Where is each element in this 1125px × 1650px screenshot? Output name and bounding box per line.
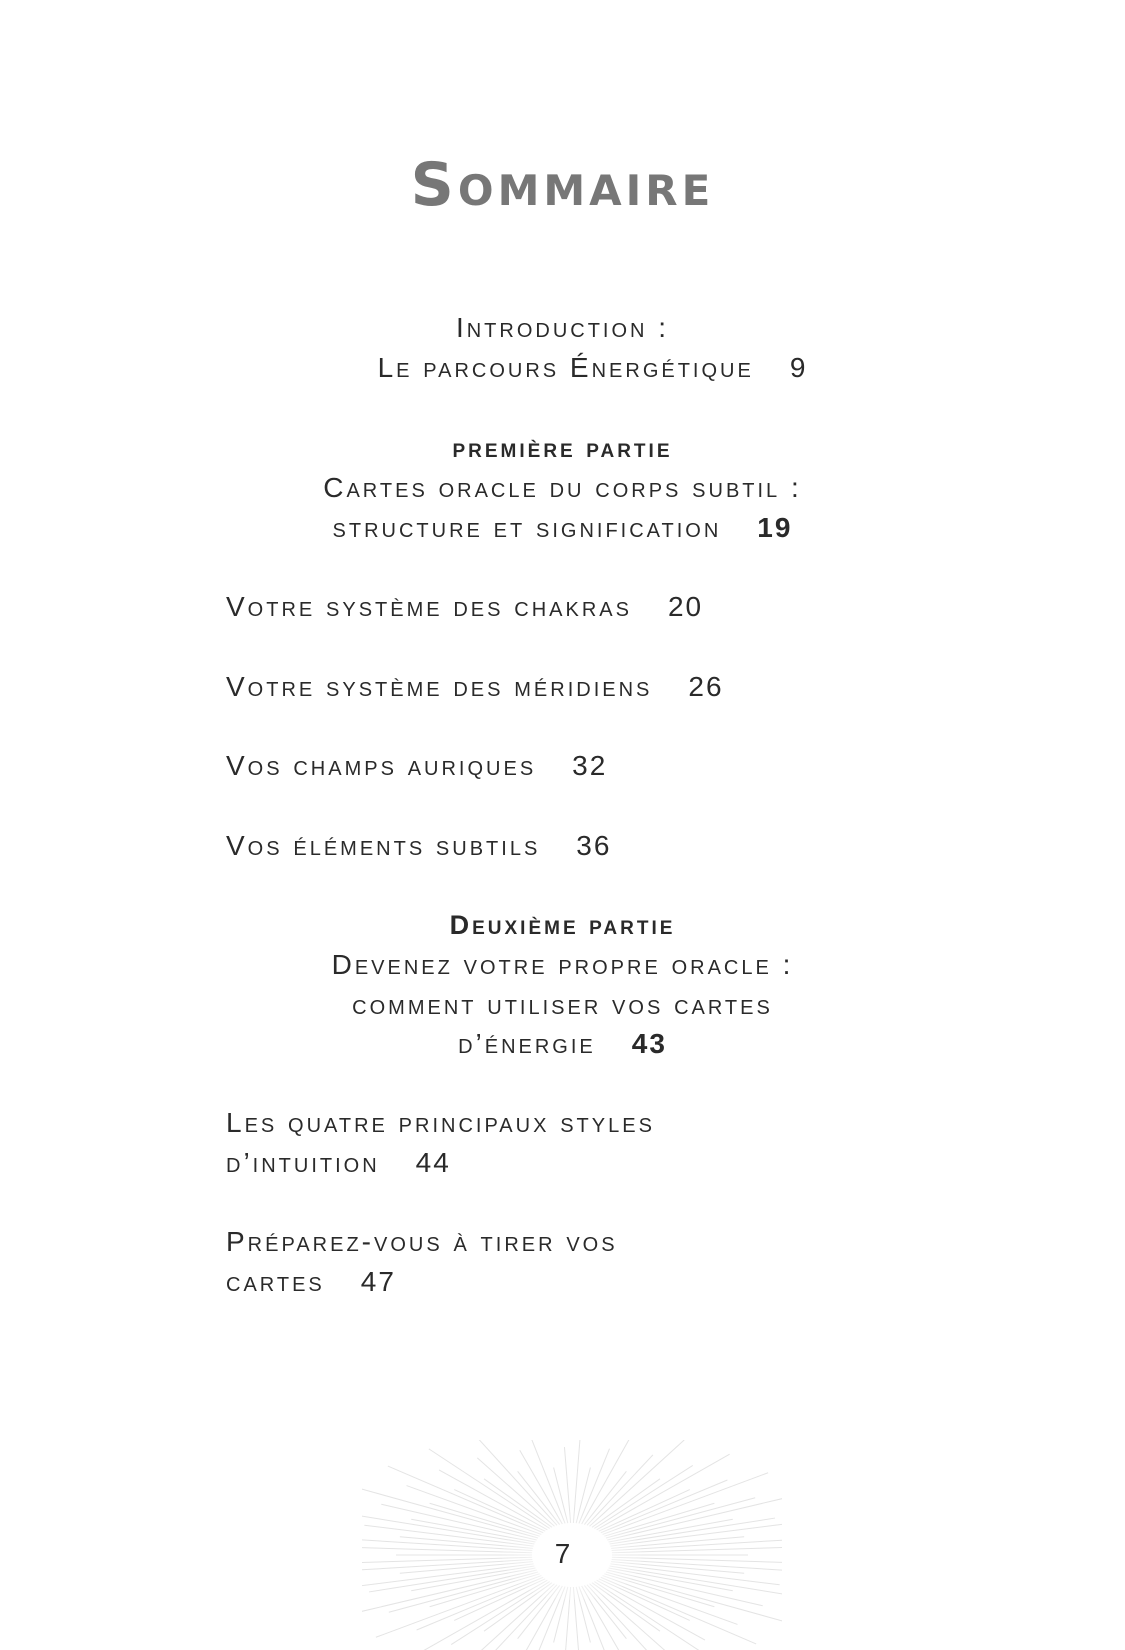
- toc-entry-page: 20: [667, 591, 704, 622]
- toc-entry-page: 47: [360, 1266, 396, 1297]
- part1-title-line2[interactable]: [0, 508, 1125, 548]
- toc-entry-page: 36: [576, 830, 612, 861]
- part2-heading: Deuxième partie: [449, 910, 676, 940]
- part1-heading: première partie: [452, 433, 673, 463]
- toc-entry-line2[interactable]: [226, 1262, 396, 1302]
- toc-entry-page: 32: [572, 750, 608, 781]
- part2-title-line1: Devenez votre propre oracle :: [331, 949, 794, 980]
- toc-intro-line1: Introduction :: [455, 312, 670, 343]
- toc-entry-line2[interactable]: [226, 1143, 451, 1183]
- page-title: Sommaire: [410, 150, 715, 220]
- toc-intro-page: 9: [789, 352, 808, 383]
- page-number: 7: [554, 1538, 571, 1569]
- toc-entry-line1[interactable]: Les quatre principaux styles: [226, 1107, 655, 1138]
- part1-title-text: structure et signification: [332, 512, 722, 543]
- part1-page: 19: [757, 512, 793, 543]
- toc-entry-label: Votre système des méridiens: [226, 671, 653, 702]
- toc-entry[interactable]: [226, 667, 724, 707]
- toc-entry[interactable]: [226, 826, 611, 866]
- toc-entry-page: 26: [688, 671, 724, 702]
- toc-entry-line1[interactable]: Préparez-vous à tirer vos: [226, 1226, 618, 1257]
- sunburst-ray: [601, 1577, 756, 1644]
- toc-entry[interactable]: [226, 587, 703, 627]
- toc-entry-label: Votre système des chakras: [226, 591, 632, 622]
- part2-page: 43: [631, 1028, 667, 1059]
- toc-entry-label: Vos éléments subtils: [226, 830, 541, 861]
- part2-title-line2: comment utiliser vos cartes: [352, 989, 773, 1020]
- part2-title-line3[interactable]: [0, 1024, 1125, 1064]
- toc-entry-label: cartes: [226, 1266, 325, 1297]
- sunburst-ray: [362, 1570, 537, 1615]
- sunburst-ray: [388, 1466, 543, 1533]
- toc-entry[interactable]: [226, 746, 607, 786]
- part2-title-text: d’énergie: [458, 1028, 596, 1059]
- toc-entry-page: 44: [415, 1147, 451, 1178]
- part1-title-line1: Cartes oracle du corps subtil :: [323, 472, 802, 503]
- toc-intro-line2[interactable]: [0, 348, 1125, 388]
- toc-entry-label: Vos champs auriques: [226, 750, 537, 781]
- toc-intro-title: Le parcours Énergétique: [377, 352, 754, 383]
- toc-entry-label: d’intuition: [226, 1147, 380, 1178]
- sunburst-ray: [607, 1495, 782, 1540]
